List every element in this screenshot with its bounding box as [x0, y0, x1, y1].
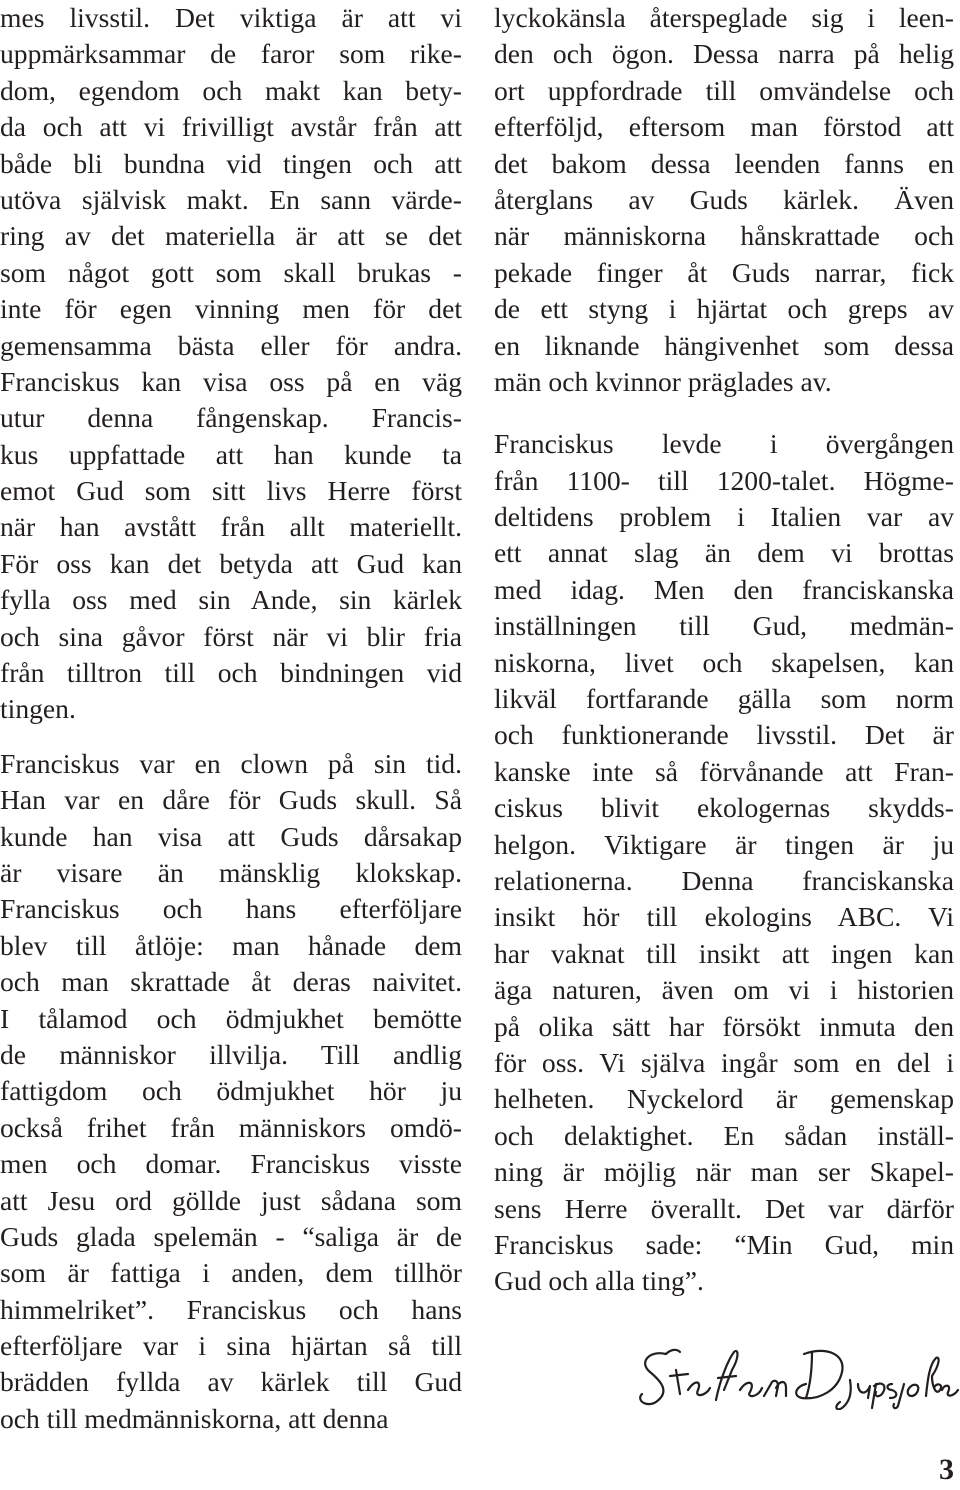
paragraph-gap — [0, 728, 462, 746]
text-line: Franciskus sade: “Min Gud, min — [494, 1228, 954, 1260]
text-line: som är fattiga i anden, dem tillhör — [0, 1257, 462, 1289]
text-line: helheten. Nyckelord är gemenskap — [494, 1083, 954, 1115]
text-line: när han avstått från allt materiellt. — [0, 511, 462, 543]
text-line: ring av det materiella är att se det — [0, 220, 462, 252]
text-line: likväl fortfarande gälla som norm — [494, 683, 954, 715]
text-line: ning är möjlig när man ser Skapel- — [494, 1156, 954, 1188]
text-line: sens Herre överallt. Det var därför — [494, 1192, 954, 1224]
text-line: de människor illvilja. Till andlig — [0, 1038, 462, 1070]
text-line: med idag. Men den franciskanska — [494, 573, 954, 605]
text-line: inställningen till Gud, medmän- — [494, 610, 954, 642]
text-line: himmelriket”. Franciskus och hans — [0, 1293, 462, 1325]
text-line: från tilltron till och bindningen vid — [0, 657, 462, 689]
text-line: Gud och alla ting”. — [494, 1265, 704, 1297]
text-line: deltidens problem i Italien var av — [494, 501, 954, 533]
text-line: och sina gåvor först när vi blir fria — [0, 620, 462, 652]
text-line: kunde han visa att Guds dårsakap — [0, 820, 462, 852]
paragraph — [0, 746, 462, 1437]
text-line: I tålamod och ödmjukhet bemötte — [0, 1002, 462, 1034]
text-line: äga naturen, även om vi i historien — [494, 974, 954, 1006]
text-line: Franciskus var en clown på sin tid. — [0, 747, 462, 779]
text-line: inte för egen vinning men för det — [0, 293, 462, 325]
signature-handwritten — [636, 1340, 960, 1410]
text-line: de ett styng i hjärtat och greps av — [494, 293, 954, 325]
text-line: fylla oss med sin Ande, sin kärlek — [0, 584, 462, 616]
text-line: tingen. — [0, 693, 76, 725]
paragraph — [0, 0, 462, 728]
text-line: efterföljare var i sina hjärtan så till — [0, 1330, 462, 1362]
text-line: niskorna, livet och skapelsen, kan — [494, 646, 954, 678]
text-line: helgon. Viktigare är tingen är ju — [494, 828, 954, 860]
text-line: att Jesu ord göllde just sådana som — [0, 1184, 462, 1216]
text-line: brädden fyllda av kärlek till Gud — [0, 1366, 462, 1398]
text-line: är visare än mänsklig klokskap. — [0, 856, 462, 888]
text-line: som något gott som skall brukas - — [0, 256, 462, 288]
paragraph — [494, 0, 954, 400]
text-line: ciskus blivit ekologernas skydds- — [494, 792, 954, 824]
text-line: när människorna hånskrattade och — [494, 220, 954, 252]
text-line: återglans av Guds kärlek. Även — [494, 183, 954, 215]
text-line: både bli bundna vid tingen och att — [0, 147, 462, 179]
text-line: da och att vi frivilligt avstår från att — [0, 111, 462, 143]
text-line: ett annat slag än dem vi brottas — [494, 537, 954, 569]
text-line: Franciskus och hans efterföljare — [0, 893, 462, 925]
text-line: blev till åtlöje: man hånade dem — [0, 929, 462, 961]
text-line: dom, egendom och makt kan bety- — [0, 74, 462, 106]
text-line: efterföljd, eftersom man förstod att — [494, 111, 954, 143]
text-line: insikt hör till ekologins ABC. Vi — [494, 901, 954, 933]
paragraph-gap — [494, 400, 954, 426]
text-line: den och ögon. Dessa narra på helig — [494, 38, 954, 70]
text-line: För oss kan det betyda att Gud kan — [0, 547, 462, 579]
text-line: en liknande hängivenhet som dessa — [494, 329, 954, 361]
text-line: också frihet från människors omdö- — [0, 1111, 462, 1143]
text-line: det bakom dessa leenden fanns en — [494, 147, 954, 179]
text-line: ort uppfordrade till omvändelse och — [494, 74, 954, 106]
text-line: kanske inte så förvånande att Fran- — [494, 755, 954, 787]
text-line: emot Gud som sitt livs Herre först — [0, 475, 462, 507]
text-line: har vaknat till insikt att ingen kan — [494, 937, 954, 969]
text-line: Franciskus kan visa oss på en väg — [0, 365, 462, 397]
text-line: Franciskus levde i övergången — [494, 428, 954, 460]
text-line: män och kvinnor präglades av. — [494, 365, 832, 397]
page-number: 3 — [939, 1453, 954, 1486]
text-line: pekade finger åt Guds narrar, fick — [494, 256, 954, 288]
text-line: för oss. Vi själva ingår som en del i — [494, 1046, 954, 1078]
text-line: gemensamma bästa eller för andra. — [0, 329, 462, 361]
text-line: lyckokänsla återspeglade sig i leen- — [494, 2, 954, 33]
text-line: Han var en dåre för Guds skull. Så — [0, 784, 462, 816]
right-text-column — [494, 0, 954, 1300]
text-line: kus uppfattade att han kunde ta — [0, 438, 462, 470]
text-line: utur denna fångenskap. Francis- — [0, 402, 462, 434]
text-line: och till medmänniskorna, att denna — [0, 1402, 389, 1434]
left-text-column — [0, 0, 462, 1437]
text-line: uppmärksammar de faror som rike- — [0, 38, 462, 70]
text-line: fattigdom och ödmjukhet hör ju — [0, 1075, 462, 1107]
text-line: men och domar. Franciskus visste — [0, 1148, 462, 1180]
text-line: och man skrattade åt deras naivitet. — [0, 966, 462, 998]
text-line: mes livsstil. Det viktiga är att vi — [0, 2, 462, 33]
text-line: Guds glada spelemän - “saliga är de — [0, 1220, 462, 1252]
text-line: på olika sätt har försökt inmuta den — [494, 1010, 954, 1042]
paragraph — [494, 426, 954, 1299]
text-line: och funktionerande livsstil. Det är — [494, 719, 954, 751]
text-line: och delaktighet. En sådan inställ- — [494, 1119, 954, 1151]
text-line: från 1100- till 1200-talet. Högme- — [494, 464, 954, 496]
text-line: relationerna. Denna franciskanska — [494, 864, 954, 896]
text-line: utöva självisk makt. En sann värde- — [0, 183, 462, 215]
